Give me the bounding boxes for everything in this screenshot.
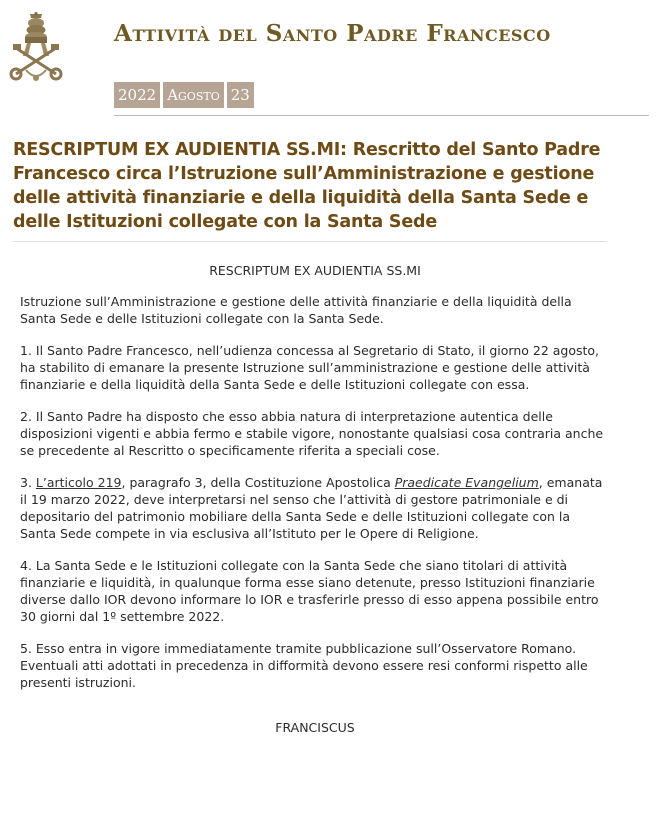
title-divider: [13, 241, 607, 242]
article-219-link[interactable]: L’articolo 219: [35, 475, 122, 490]
header-divider: [114, 115, 649, 116]
paragraph-3-text-2: , emanata il 19 marzo 2022, deve interpretarsi nel senso che l’attività di gestore patrimoniale e di depositario del patrimonio mobiliare della Santa Sede e delle Istituzioni collegate con la Santa Sede compete in via esclusiva all’Istituto per le Opere di Religione.: [20, 475, 603, 541]
date-day-link[interactable]: 23: [227, 82, 254, 108]
date-month-link[interactable]: Agosto: [163, 82, 224, 108]
intro-paragraph: Istruzione sull’Amministrazione e gestione delle attività finanziarie e della liquidità della Santa Sede e delle Istituzioni collegate con la Santa Sede.: [20, 294, 572, 326]
praedicate-evangelium-link[interactable]: [395, 475, 539, 490]
paragraph-2: 2. Il Santo Padre ha disposto che esso abbia natura di interpretazione autentica delle disposizioni vigenti e abbia fermo e stabile vigore, nonostante qualsiasi cosa contraria anche se precedente al Rescritto o specificamente riferita a speciali cose.: [20, 409, 604, 458]
document-heading: RESCRIPTUM EX AUDIENTIA SS.MI: [209, 263, 421, 278]
site-header: [0, 0, 663, 118]
paragraph-3: [20, 474, 610, 542]
paragraph-1: 1. Il Santo Padre Francesco, nell’udienza concessa al Segretario di Stato, il giorno 22 agosto, ha stabilito di emanare la presente Istruzione sull’amministrazione e gestione delle attività finanziarie e della liquidità della Santa Sede e delle Istituzioni collegate con essa.: [20, 343, 600, 392]
date-breadcrumb: [114, 82, 254, 108]
paragraph-3-text-1: , paragrafo 3, della Costituzione Apostolica: [121, 475, 395, 490]
document-body: [20, 262, 610, 736]
paragraph-5: 5. Esso entra in vigore immediatamente tramite pubblicazione sull’Osservatore Romano. Eventuali atti adottati in precedenza in difformità devono essere resi conformi rispetto alle presenti istruzioni.: [20, 641, 588, 690]
signature: FRANCISCUS: [275, 720, 355, 735]
date-year-link[interactable]: 2022: [114, 82, 160, 108]
paragraph-4: 4. La Santa Sede e le Istituzioni collegate con la Santa Sede che siano titolari di attività finanziarie e liquidità, in qualunque forma esse siano detenute, presso Istituzioni finanziarie diverse dallo IOR devono informare lo IOR e trasferirle presso di esso appena possibile entro 30 giorni dal 1º settembre 2022.: [20, 558, 599, 624]
praedicate-evangelium-label: Praedicate Evangelium: [394, 475, 539, 490]
site-title[interactable]: Attività del Santo Padre Francesco: [114, 20, 551, 47]
paragraph-3-prefix: 3.: [20, 475, 36, 490]
papal-coat-of-arms-icon[interactable]: [8, 12, 64, 84]
document-title: RESCRIPTUM EX AUDIENTIA SS.MI: Rescritto del Santo Padre Francesco circa l’Istruzione sull’Amministrazione e gestione delle attività finanziarie e della liquidità della Santa Sede e delle Istituzioni collegate con la Santa Sede: [13, 140, 601, 232]
